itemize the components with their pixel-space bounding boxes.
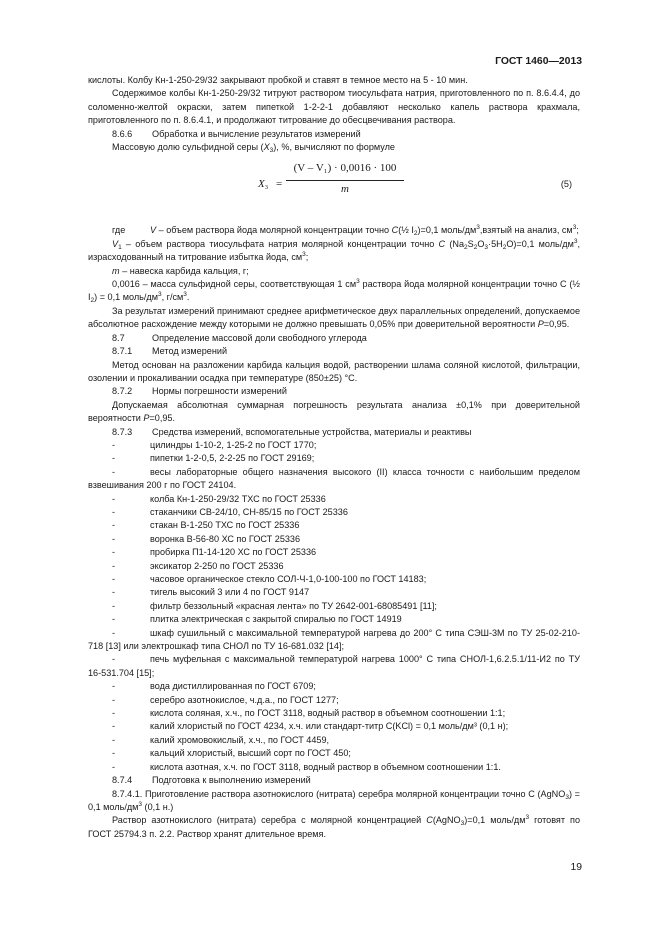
list-item-text: пипетки 1-2-0,5, 2-2-25 по ГОСТ 29169; — [150, 453, 315, 464]
where-v1: $V_1$ – объем раствора тиосульфата натрия молярной концентрации точно C $(Na_2S_2O_3\cdot 5H_2O)=0,1$ моль/$дм^3$, израсходованный на титрование избытка йода, $см^3$; — [88, 237, 580, 263]
list-item — [88, 493, 580, 506]
where-m: m – навеска карбида кальция, г; — [112, 265, 249, 276]
section-8-7-1: 8.7.1 Метод измерений — [112, 346, 228, 357]
list-item-text: калий хлористый по ГОСТ 4234, х.ч. или стандарт-титр С(KCl) = 0,1 моль/дм³ (0,1 н); — [150, 721, 509, 732]
formula-5 — [88, 162, 580, 214]
list-item-text: весы лабораторные общего назначения высокого (II) класса точности с наибольшим пределом взвешивания 200 г по ГОСТ 24104. — [88, 466, 580, 491]
list-item-text: калий хромовокислый, х.ч., по ГОСТ 4459, — [150, 734, 330, 745]
section-title: Обработка и вычисление результатов измерений — [152, 128, 361, 139]
list-item-text: кислота азотная, х.ч. по ГОСТ 3118, водный раствор в объемном соотношении 1:1. — [150, 761, 501, 772]
formula-denominator: m — [341, 183, 349, 196]
list-item-text: печь муфельная с максимальной температурой нагрева 1000° С типа СНОЛ-1,6.2.5.1/11-И2 по ТУ 16-531.704 [15]; — [88, 654, 580, 678]
paragraph-titration: Содержимое колбы Кн-1-250-29/32 титруют раствором тиосульфата натрия, приготовленного по п. 8.6.4.4, до соломенно-желтой окраски, затем пипеткой 1-2-2-1 добавляют несколько капель раствора крахмала, приготовленного по п. 8.6.4.1, и продолжают титрование до обесцвечивания раствора. — [88, 88, 580, 126]
list-item-text: стаканчики СВ-24/10, СН-85/15 по ГОСТ 25336 — [150, 506, 348, 517]
list-item-text: часовое органическое стекло СОЛ-Ч-1,0-100-100 по ГОСТ 14183; — [150, 574, 427, 584]
list-dash: - — [112, 614, 116, 625]
list-dash: - — [112, 600, 116, 611]
list-item — [88, 519, 580, 532]
list-item-text: фильтр беззольный «красная лента» по ТУ 2642-001-68085491 [11]; — [150, 600, 437, 611]
list-item — [88, 586, 580, 599]
list-dash: - — [112, 506, 116, 517]
list-dash: - — [112, 681, 116, 692]
where-v: где V – объем раствора йода молярной концентрации точно C(½ $I_2)=0,1$ моль/$дм^3,взятый$ на анализ, $см^3$; — [112, 224, 579, 238]
paragraph-silver-nitrate: Раствор азотнокислого (нитрата) серебра с молярной концентрацией C(AgNO$_3$)=0,1 моль/$дм^3$ готовят по ГОСТ 25794.3 п. 2.2. Раствор хранят длительное время. — [88, 814, 580, 839]
list-item-text: колба Кн-1-250-29/32 ТХС по ГОСТ 25336 — [150, 493, 326, 504]
list-item — [88, 560, 580, 573]
list-dash: - — [112, 466, 116, 477]
standard-header: ГОСТ 1460—2013 — [495, 56, 582, 67]
list-item-text: стакан В-1-250 ТХС по ГОСТ 25336 — [150, 520, 300, 531]
list-item — [88, 747, 580, 760]
list-dash: - — [112, 587, 116, 598]
list-item — [88, 613, 580, 626]
paragraph-8-7-4-1: 8.7.4.1. Приготовление раствора азотнокислого (нитрата) серебра молярной концентрации точно С (AgNO$_3$) = 0,1 моль/$дм^3$ (0,1 н.) — [88, 788, 580, 812]
list-item-text: вода дистиллированная по ГОСТ 6709; — [150, 681, 316, 692]
list-item-text: эксикатор 2-250 по ГОСТ 25336 — [150, 560, 284, 571]
where-coefficient: 0,0016 – масса сульфидной серы, соответствующая 1 $см^3$ раствора йода молярной концентрации точно С (½ $I_2) = 0,1$ моль/$дм^3$, $г/см^3$. — [88, 278, 581, 305]
list-dash: - — [112, 560, 116, 571]
list-dash: - — [112, 493, 116, 504]
list-dash: - — [112, 533, 116, 544]
list-item — [88, 506, 580, 519]
list-item-text: шкаф сушильный с максимальной температурой нагрева до 200° С типа СЭШ-3М по ТУ 25-02-210-718 [13] или электрошкаф типа СНОЛ по ТУ 16-681.032 [14]; — [88, 627, 580, 652]
list-item — [88, 439, 580, 452]
formula-fraction — [286, 162, 404, 196]
list-dash: - — [112, 574, 116, 584]
section-8-7-4: 8.7.4 Подготовка к выполнению измерений — [112, 775, 311, 786]
list-item — [88, 600, 580, 613]
formula-lhs: $X_3$ — [258, 178, 268, 192]
list-item — [88, 653, 580, 680]
paragraph-error: Допускаемая абсолютная суммарная погрешность результата анализа ±0,1% при доверительной вероятности P=0,95. — [88, 399, 580, 424]
page-content — [88, 74, 580, 841]
list-dash: - — [112, 761, 116, 772]
list-item-text: воронка В-56-80 ХС по ГОСТ 25336 — [150, 533, 301, 544]
list-item — [88, 533, 580, 546]
list-item-text: кислота соляная, х.ч., по ГОСТ 3118, водный раствор в объемном соотношении 1:1; — [150, 708, 506, 719]
equipment-list — [88, 439, 580, 774]
list-dash: - — [112, 439, 116, 450]
fraction-bar — [286, 180, 404, 181]
list-dash: - — [112, 748, 116, 759]
paragraph-result: За результат измерений принимают среднее арифметическое двух параллельных определений, допускаемое абсолютное расхождение между которыми не должно превышать 0,05% при доверительной вероятности P=0,95. — [88, 305, 580, 330]
list-dash: - — [112, 627, 116, 638]
paragraph-formula-intro: Массовую долю сульфидной серы $(X_3)$, %, вычисляют по формуле — [112, 142, 395, 155]
list-dash: - — [112, 708, 116, 719]
paragraph-flask: кислоты. Колбу Кн-1-250-29/32 закрывают пробкой и ставят в темное место на 5 - 10 мин. — [88, 75, 468, 85]
list-item-text: серебро азотнокислое, ч.д.а., по ГОСТ 1277; — [150, 694, 339, 705]
list-item — [88, 720, 580, 733]
list-item — [88, 734, 580, 747]
list-dash: - — [112, 734, 116, 745]
formula-equals: = — [276, 178, 283, 191]
list-item — [88, 573, 580, 586]
list-item — [88, 680, 580, 693]
section-8-7-2: 8.7.2 Нормы погрешности измерений — [112, 386, 287, 397]
page-number: 19 — [570, 862, 582, 873]
formula-number: (5) — [560, 179, 572, 190]
list-item — [88, 466, 580, 493]
list-item-text: кальций хлористый, высший сорт по ГОСТ 450; — [150, 748, 351, 759]
list-item — [88, 761, 580, 774]
list-item-text: тигель высокий 3 или 4 по ГОСТ 9147 — [150, 587, 310, 598]
list-item-text: плитка электрическая с закрытой спиралью по ГОСТ 14919 — [150, 614, 402, 625]
list-item-text: пробирка П1-14-120 ХС по ГОСТ 25336 — [150, 547, 317, 558]
list-item — [88, 694, 580, 707]
list-dash: - — [112, 453, 116, 464]
section-8-7-3: 8.7.3 Средства измерений, вспомогательные устройства, материалы и реактивы — [112, 426, 472, 437]
section-8-6-6 — [88, 128, 580, 141]
list-dash: - — [112, 654, 116, 665]
paragraph-method: Метод основан на разложении карбида кальция водой, растворении шлама соляной кислотой, фильтрации, озолении и прокаливании осадка при температуре (850±25) °С. — [88, 359, 580, 383]
list-item — [88, 627, 580, 654]
section-number: 8.6.6 — [112, 128, 133, 139]
list-dash: - — [112, 694, 116, 705]
list-dash: - — [112, 721, 116, 732]
list-dash: - — [112, 520, 116, 531]
list-item-text: цилиндры 1-10-2, 1-25-2 по ГОСТ 1770; — [150, 439, 317, 450]
formula-numerator: (V – V₁) · 0,0016 · 100 — [293, 162, 397, 175]
section-8-7: 8.7 Определение массовой доли свободного углерода — [112, 332, 367, 343]
list-dash: - — [112, 547, 116, 558]
list-item — [88, 546, 580, 559]
list-item — [88, 707, 580, 720]
list-item — [88, 452, 580, 465]
